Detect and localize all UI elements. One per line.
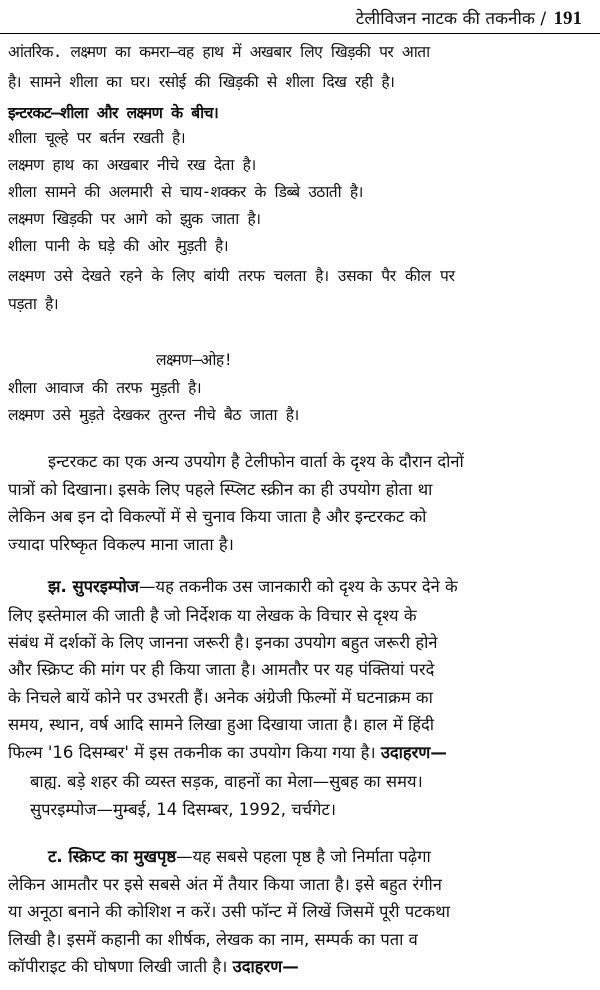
page-number: 191 bbox=[553, 8, 582, 29]
paragraph-line: लेकिन आमतौर पर इसे सबसे अंत में तैयार किया जाता है। इसे बहुत रंगीन bbox=[8, 875, 442, 894]
script-line: लक्ष्मण हाथ का अखबार नीचे रख देता है। bbox=[8, 156, 256, 174]
section-title-page-heading: ट. स्क्रिप्ट का मुखपृष्ठ bbox=[48, 847, 177, 866]
script-line: आंतरिक. लक्ष्मण का कमरा—वह हाथ में अखबार लिए खिड़की पर आता bbox=[8, 43, 430, 61]
paragraph-line: इन्टरकट का एक अन्य उपयोग है टेलीफोन वार्ता के दृश्य के दौरान दोनों bbox=[48, 452, 464, 471]
paragraph-line: ज्यादा परिष्कृत विकल्प माना जाता है। bbox=[8, 535, 234, 554]
script-line: शीला सामने की अलमारी से चाय-शक्कर के डिब्बे उठाती है। bbox=[8, 183, 363, 201]
header-title: टेलीविजन नाटक की तकनीक / bbox=[355, 9, 547, 29]
script-line: लक्ष्मण उसे मुड़ते देखकर तुरन्त नीचे बैठ जाता है। bbox=[8, 406, 299, 424]
example-label: उदाहरण— bbox=[380, 743, 447, 762]
example-line: बाह्य. बड़े शहर की व्यस्त सड़क, वाहनों का मेला—सुबह का समय। bbox=[30, 772, 423, 791]
paragraph-line: समय, स्थान, वर्ष आदि सामने लिखा हुआ दिखाया जाता है। हाल में हिंदी bbox=[8, 715, 435, 734]
section-title-page-first-line: ट. स्क्रिप्ट का मुखपृष्ठ—यह सबसे पहला पृष्ठ है जो निर्माता पढ़ेगा bbox=[48, 847, 431, 866]
header-rule bbox=[0, 33, 600, 34]
script-line-intercut-heading: इन्टरकट—शीला और लक्ष्मण के बीच। bbox=[8, 104, 219, 122]
paragraph-line: लेकिन अब इन दो विकल्पों में से चुनाव किया जाता है और इन्टरकट को bbox=[8, 507, 427, 526]
paragraph-line: कॉपीराइट की घोषणा लिखी जाती है। उदाहरण— bbox=[8, 957, 299, 976]
script-dialogue: लक्ष्मण—ओह! bbox=[156, 351, 233, 369]
section-superimpose-heading: झ. सुपरइम्पोज bbox=[48, 577, 140, 596]
script-line: शीला चूल्हे पर बर्तन रखती है। bbox=[8, 129, 186, 147]
paragraph-line: फिल्म '16 दिसम्बर' में इस तकनीक का उपयोग किया गया है। उदाहरण— bbox=[8, 743, 447, 762]
example-line: सुपरइम्पोज—मुम्बई, 14 दिसम्बर, 1992, चर्चगेट। bbox=[30, 800, 337, 819]
example-label: उदाहरण— bbox=[232, 957, 299, 976]
paragraph-line: लिखी है। इसमें कहानी का शीर्षक, लेखक का नाम, सम्पर्क का पता व bbox=[8, 930, 418, 949]
script-line: लक्ष्मण उसे देखते रहने के लिए बांयी तरफ चलता है। उसका पैर कील पर bbox=[8, 267, 455, 285]
script-line: शीला पानी के घड़े की ओर मुड़ती है। bbox=[8, 237, 229, 255]
paragraph-line: संबंध में दर्शकों के लिए जानना जरूरी है। इनका उपयोग बहुत जरूरी होने bbox=[8, 633, 438, 652]
paragraph-line: लिए इस्तेमाल की जाती है जो निर्देशक या लेखक के विचार से दृश्य के bbox=[8, 606, 417, 625]
script-line: शीला आवाज की तरफ मुड़ती है। bbox=[8, 379, 202, 397]
script-line: लक्ष्मण खिड़की पर आगे को झुक जाता है। bbox=[8, 210, 261, 228]
paragraph-line: पात्रों को दिखाना। इसके लिए पहले स्प्लिट स्क्रीन का ही उपयोग होता था bbox=[8, 480, 433, 499]
script-line: पड़ता है। bbox=[8, 295, 59, 313]
script-line: है। सामने शीला का घर। रसोई की खिड़की से शीला दिख रही है। bbox=[8, 73, 395, 91]
section-superimpose-first-line: झ. सुपरइम्पोज—यह तकनीक उस जानकारी को दृश्य के ऊपर देने के bbox=[48, 577, 458, 596]
paragraph-line: और स्क्रिप्ट की मांग पर ही किया जाता है। आमतौर पर यह पंक्तियां परदे bbox=[8, 660, 435, 679]
paragraph-line: या अनूठा बनाने की कोशिश न करें। उसी फॉन्ट में लिखें जिसमें पूरी पटकथा bbox=[8, 902, 450, 921]
running-header bbox=[356, 6, 582, 30]
paragraph-line: के निचले बायें कोने पर उभरती हैं। अनेक अंग्रेजी फिल्मों में घटनाक्रम का bbox=[8, 688, 433, 707]
